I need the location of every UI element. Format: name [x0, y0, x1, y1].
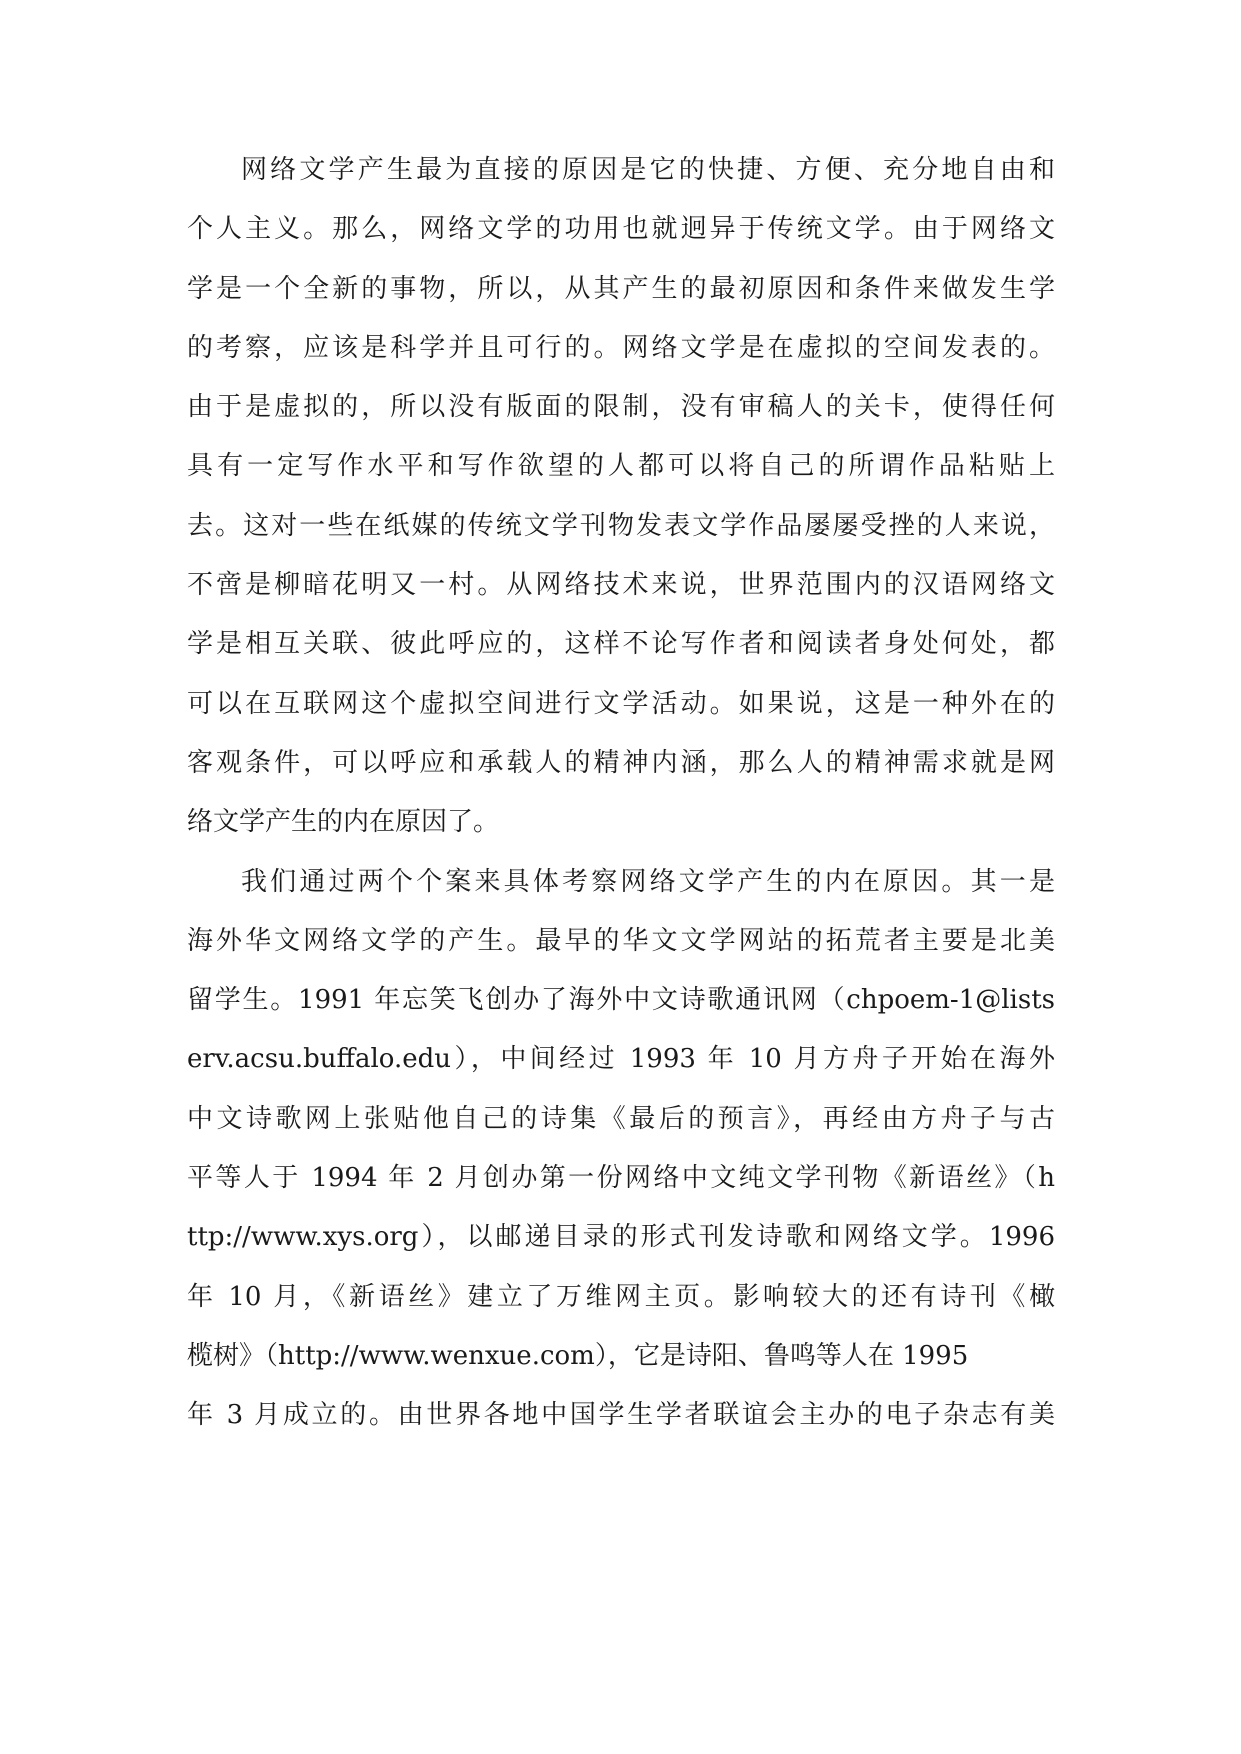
document-body [187, 150, 1055, 1455]
text-line: 榄树》（http://www.wenxue.com），它是诗阳、鲁鸣等人在 1995 [187, 1340, 969, 1371]
text-line: 中文诗歌网上张贴他自己的诗集《最后的预言》，再经由方舟子与古 [187, 1103, 1055, 1134]
text-line: 网络文学产生最为直接的原因是它的快捷、方便、充分地自由和 [241, 155, 1055, 185]
text-line: 客观条件，可以呼应和承载人的精神内涵，那么人的精神需求就是网 [187, 747, 1055, 778]
text-line: 学是一个全新的事物，所以，从其产生的最初原因和条件来做发生学 [187, 273, 1055, 304]
text-line: 个人主义。那么，网络文学的功用也就迥异于传统文学。由于网络文 [187, 214, 1055, 245]
text-line: 络文学产生的内在原因了。 [187, 807, 500, 838]
text-line: 平等人于 1994 年 2 月创办第一份网络中文纯文学刊物《新语丝》（h [187, 1163, 1055, 1194]
text-line: 我们通过两个个案来具体考察网络文学产生的内在原因。其一是 [241, 866, 1055, 897]
text-line: 的考察，应该是科学并且可行的。网络文学是在虚拟的空间发表的。 [187, 332, 1055, 363]
text-line: 具有一定写作水平和写作欲望的人都可以将自己的所谓作品粘贴上 [187, 451, 1055, 482]
text-line: 海外华文网络文学的产生。最早的华文文学网站的拓荒者主要是北美 [187, 925, 1055, 956]
text-line: 留学生。1991 年忘笑飞创办了海外中文诗歌通讯网（chpoem-1@lists [187, 985, 1055, 1016]
text-line: 学是相互关联、彼此呼应的，这样不论写作者和阅读者身处何处，都 [187, 629, 1055, 660]
text-line: 可以在互联网这个虚拟空间进行文学活动。如果说，这是一种外在的 [187, 688, 1055, 719]
text-line: erv.acsu.buffalo.edu），中间经过 1993 年 10 月方舟子开始在海外 [187, 1044, 1055, 1075]
paragraph-1 [187, 150, 1055, 842]
text-line: 由于是虚拟的，所以没有版面的限制，没有审稿人的关卡，使得任何 [187, 392, 1055, 423]
text-line: ttp://www.xys.org），以邮递目录的形式刊发诗歌和网络文学。1996 [187, 1222, 1055, 1253]
text-line: 年 3 月成立的。由世界各地中国学生学者联谊会主办的电子杂志有美 [187, 1400, 1055, 1431]
text-line: 去。这对一些在纸媒的传统文学刊物发表文学作品屡屡受挫的人来说， [187, 510, 1055, 541]
text-line: 不啻是柳暗花明又一村。从网络技术来说，世界范围内的汉语网络文 [187, 570, 1055, 601]
paragraph-2 [187, 862, 1055, 1436]
text-line: 年 10 月，《新语丝》建立了万维网主页。影响较大的还有诗刊《橄 [187, 1281, 1055, 1312]
